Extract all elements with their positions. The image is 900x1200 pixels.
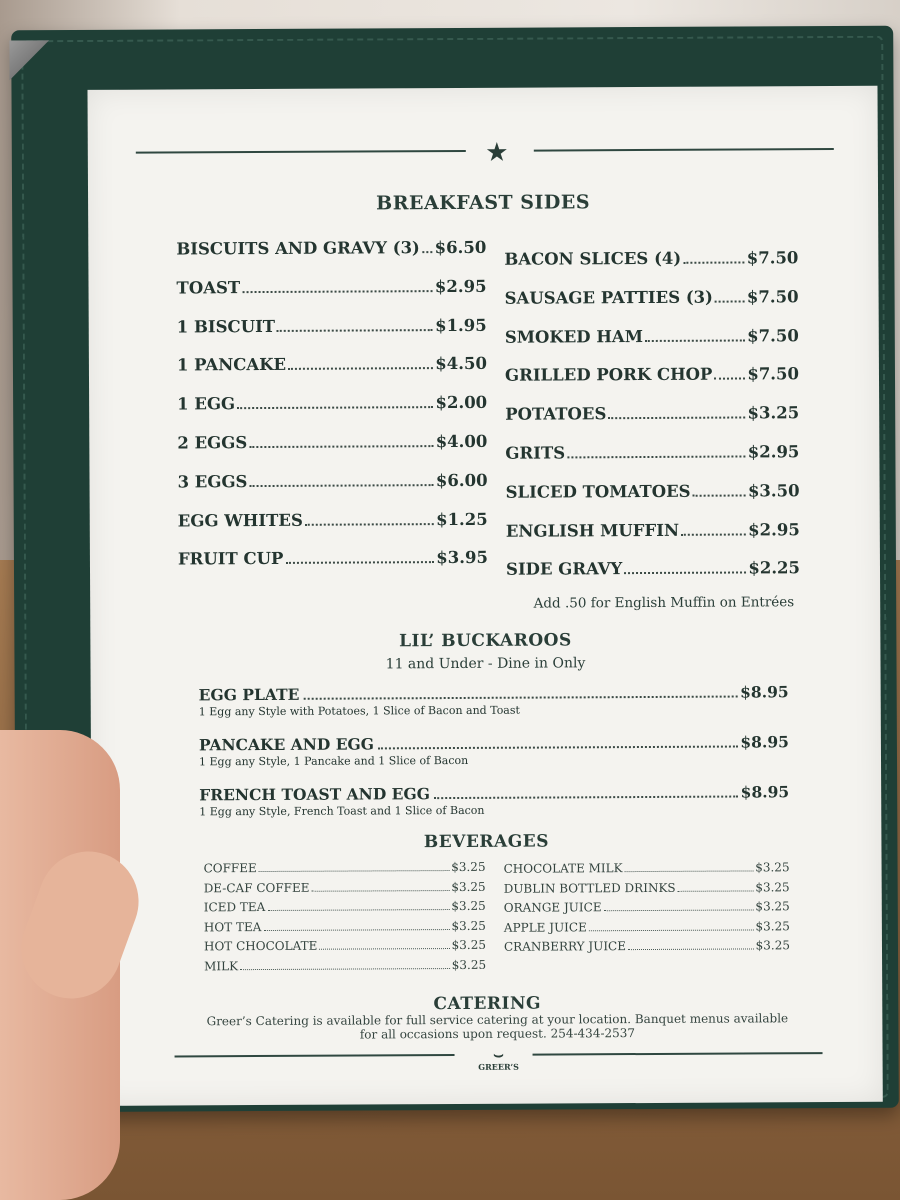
item-name: FRENCH TOAST AND EGG [199,784,430,805]
kids-menu-item [199,782,789,818]
dot-leader [288,368,433,371]
lil-buckaroos-title: LIL’ BUCKAROOS [398,630,572,652]
item-price: $3.25 [451,918,486,933]
sides-left-column [176,238,488,589]
beverage-item [504,919,790,940]
item-name: BACON SLICES (4) [504,248,682,269]
menu-item [505,326,799,366]
item-name: APPLE JUICE [503,920,587,935]
dot-leader [645,339,745,342]
lil-buckaroos-subtitle: 11 and Under - Dine in Only [385,655,586,673]
beverage-item [504,880,790,901]
item-name: MILK [204,959,239,974]
dot-leader [277,329,433,332]
item-price: $7.50 [747,325,799,346]
item-price: $3.95 [436,548,488,568]
item-price: $8.95 [740,782,790,802]
kids-item-line [199,732,789,754]
beverages-left-column [204,860,487,979]
menu-item [177,432,487,472]
item-price: $7.50 [747,364,800,384]
item-price: $2.00 [435,393,488,413]
dot-leader [312,890,450,892]
dot-leader [259,870,449,872]
menu-item [176,277,486,317]
dot-leader [263,929,449,931]
item-name: GRILLED PORK CHOP [504,365,713,386]
menu-item [177,471,487,511]
divider [136,150,466,154]
catering-line-2: for all occasions upon request. 254-434-2537 [359,1026,636,1042]
divider [533,1052,823,1056]
dot-leader [693,494,746,496]
item-name: FRUIT CUP [177,549,284,569]
dot-leader [305,523,434,526]
item-description: 1 Egg any Style, French Toast and 1 Slice of Bacon [199,803,485,819]
item-name: POTATOES [505,404,607,424]
item-price: $2.95 [748,519,800,540]
item-price: $7.50 [746,286,799,307]
item-price: $1.25 [436,509,488,529]
dot-leader [567,455,746,458]
menu-item [504,248,798,288]
item-price: $7.50 [746,248,799,268]
item-name: 1 EGG [177,394,236,414]
dot-leader [249,445,433,448]
item-price: $3.25 [755,899,790,914]
menu-item [177,393,487,433]
item-description: 1 Egg any Style, 1 Pancake and 1 Slice of Bacon [198,753,469,769]
dot-leader [240,968,450,970]
item-price: $3.25 [755,860,790,875]
item-name: CRANBERRY JUICE [503,939,627,955]
dot-leader [608,417,745,420]
item-description: 1 Egg any Style with Potatoes, 1 Slice of Bacon and Toast [198,703,520,719]
item-price: $3.25 [755,919,790,934]
menu-item [505,287,799,327]
menu-item [176,238,486,278]
dot-leader [242,290,433,293]
beverage-item [504,939,790,960]
item-name: TOAST [176,277,241,298]
dot-leader [678,890,754,891]
dot-leader [683,261,745,263]
dot-leader [249,484,433,487]
logo-text: GREER’S [478,1061,519,1072]
sides-right-column [504,248,800,599]
menu-page [87,86,882,1106]
dot-leader [378,746,738,750]
catering-line-1: Greer’s Catering is available for full service catering at your location. Banquet menus available [206,1011,789,1029]
dot-leader [714,378,745,380]
item-price: $3.25 [451,938,487,953]
kids-menu-item [199,732,789,768]
item-price: $8.95 [740,732,789,752]
dot-leader [624,572,746,575]
divider [175,1054,455,1057]
item-name: HOT CHOCOLATE [203,939,318,954]
item-price: $2.95 [434,276,487,296]
dot-leader [589,929,754,931]
item-price: $3.25 [755,938,791,953]
item-name: CHOCOLATE MILK [503,861,623,876]
dot-leader [422,251,433,253]
menu-item [177,354,487,394]
menu-item [178,548,488,588]
dot-leader [319,948,449,950]
menu-folder [11,26,899,1113]
item-name: ORANGE JUICE [503,900,602,915]
item-price: $3.25 [747,403,800,423]
kids-item-line [199,682,789,704]
dot-leader [625,870,754,872]
greers-logo [469,1044,529,1072]
item-price: $3.25 [451,879,486,894]
texas-star-icon: ★ [485,137,509,168]
item-price: $2.25 [748,558,801,578]
beverage-item [204,958,486,979]
item-name: 1 PANCAKE [176,355,287,375]
dot-leader [434,796,739,800]
menu-item [505,403,799,443]
catering-title: CATERING [433,993,542,1015]
dot-leader [237,406,433,409]
menu-item [506,520,800,560]
item-name: HOT TEA [203,919,262,935]
header-ornament [136,136,834,170]
item-price: $3.50 [747,480,800,501]
item-price: $3.25 [451,957,487,972]
item-name: SIDE GRAVY [505,559,623,580]
item-name: 2 EGGS [177,433,248,453]
item-name: SLICED TOMATOES [505,481,691,502]
dot-leader [715,300,745,302]
item-name: EGG WHITES [177,510,303,531]
item-name: ICED TEA [203,900,266,915]
menu-item [506,559,800,599]
item-price: $2.95 [747,442,800,462]
breakfast-sides-title: BREAKFAST SIDES [376,191,591,215]
item-name: PANCAKE AND EGG [198,734,375,755]
item-price: $6.50 [434,237,487,258]
item-name: DUBLIN BOTTLED DRINKS [503,880,676,896]
dot-leader [628,949,754,951]
item-price: $3.25 [451,899,486,914]
item-name: SMOKED HAM [504,326,644,347]
dot-leader [681,533,746,535]
beverages-title: BEVERAGES [423,831,549,853]
dot-leader [267,909,449,911]
menu-item [178,509,488,549]
dot-leader [285,561,434,564]
dot-leader [303,696,738,700]
item-price: $4.00 [435,431,488,452]
item-price: $6.00 [435,470,488,490]
english-muffin-note: Add .50 for English Muffin on Entrées [533,594,795,612]
item-name: ENGLISH MUFFIN [505,520,680,541]
divider [534,148,834,152]
beverage-item [204,938,486,959]
beverage-item [504,860,790,881]
longhorn-icon: ⌣ [493,1044,504,1064]
beverages-right-column [504,860,791,959]
kids-menu-item [199,682,789,718]
item-name: COFFEE [203,861,257,876]
item-price: $1.95 [435,315,487,335]
menu-item [505,442,799,482]
item-name: BISCUITS AND GRAVY (3) [176,238,420,259]
beverage-item [204,899,486,920]
item-price: $8.95 [740,682,789,702]
kids-item-line [199,782,789,804]
beverage-item [204,919,486,940]
item-name: EGG PLATE [198,684,300,705]
menu-item [505,365,799,405]
menu-item [177,315,487,355]
beverage-item [204,879,486,900]
menu-item [506,481,800,521]
beverage-item [504,899,790,920]
item-name: GRITS [505,443,566,463]
dot-leader [604,910,754,912]
item-price: $3.25 [755,879,790,895]
item-name: 1 BISCUIT [176,316,276,337]
item-name: SAUSAGE PATTIES (3) [504,287,714,308]
beverage-item [204,860,486,881]
item-name: 3 EGGS [177,471,248,492]
item-name: DE-CAF COFFEE [203,880,310,895]
item-price: $3.25 [451,859,486,875]
item-price: $4.50 [435,354,487,374]
